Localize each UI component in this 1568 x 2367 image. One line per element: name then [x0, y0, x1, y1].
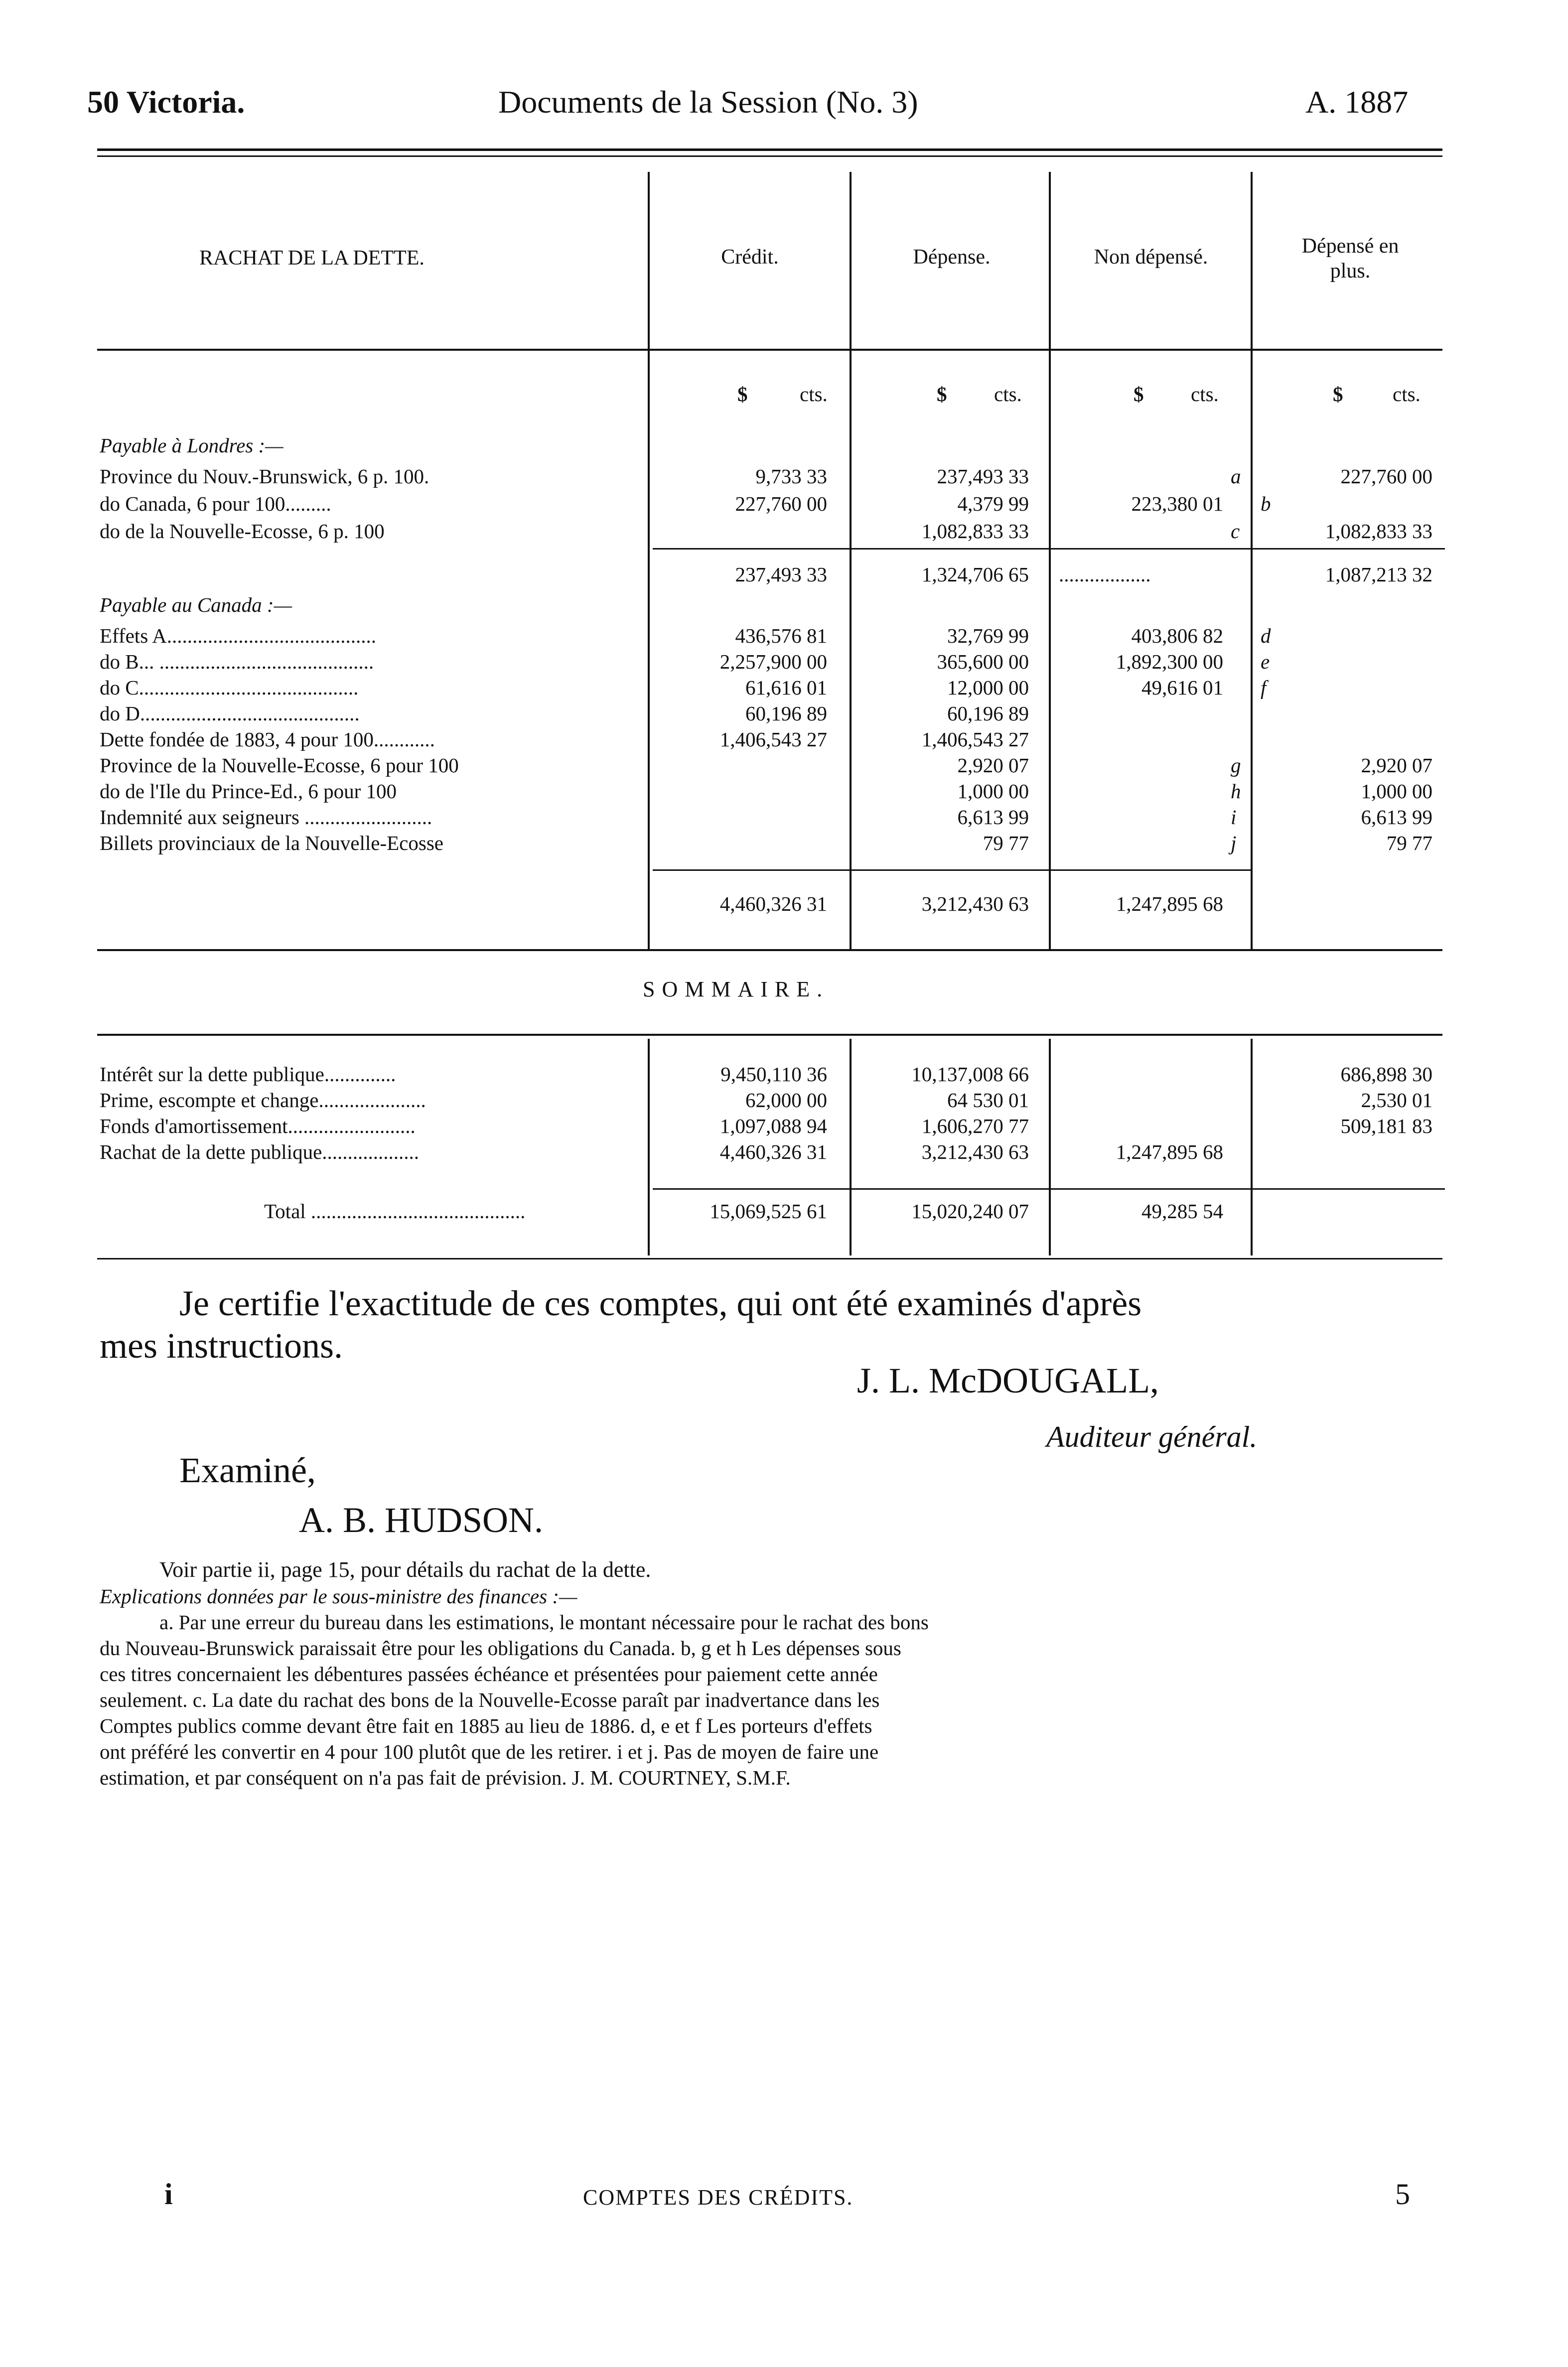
unit-dollar-plus: $: [1333, 383, 1343, 406]
sommaire-row-plus: 2,530 01: [1361, 1089, 1432, 1112]
row-depense: 32,769 99: [947, 624, 1029, 647]
header-right: A. 1887: [1305, 84, 1409, 120]
row-label: do B... ..........................................: [100, 650, 374, 673]
sommaire-row-label: Rachat de la dette publique...................: [100, 1140, 420, 1163]
row-credit: 2,257,900 00: [719, 650, 827, 673]
sommaire-row-plus: 686,898 30: [1340, 1063, 1432, 1086]
table-end-rule: [97, 949, 1442, 951]
certification-line-2: mes instructions.: [100, 1326, 343, 1366]
footer-left: i: [164, 2178, 173, 2211]
unit-dollar-depense: $: [937, 383, 947, 406]
examiner-name: A. B. HUDSON.: [299, 1500, 544, 1540]
row-plus: 227,760 00: [1340, 465, 1432, 488]
grand-total-non: 1,247,895 68: [1116, 892, 1223, 915]
sommaire-row-credit: 1,097,088 94: [719, 1114, 827, 1137]
col-divider-2: [850, 172, 852, 949]
sommaire-bottom-rule: [97, 1258, 1442, 1259]
row-note-letter: h: [1231, 780, 1241, 803]
footer-right: 5: [1395, 2178, 1410, 2211]
row-depense: 12,000 00: [947, 676, 1029, 699]
londres-total-credit: 237,493 33: [735, 563, 827, 586]
row-depense: 1,082,833 33: [921, 520, 1029, 543]
row-label: Billets provinciaux de la Nouvelle-Ecosse: [100, 832, 443, 854]
sommaire-row-label: Fonds d'amortissement.........................: [100, 1114, 416, 1137]
col-divider-3: [1049, 172, 1051, 949]
row-plus-note-letter: b: [1261, 492, 1271, 515]
note-line: Comptes publics comme devant être fait en 1885 au lieu de 1886. d, e et f Les porteurs d'effets: [100, 1714, 872, 1737]
unit-cts-depense: cts.: [994, 383, 1022, 406]
row-label: Effets A.........................................: [100, 624, 377, 647]
row-label: do Canada, 6 pour 100.........: [100, 492, 331, 515]
note-line: estimation, et par conséquent on n'a pas fait de prévision. J. M. COURTNEY, S.M.F.: [100, 1766, 791, 1789]
section-londres: Payable à Londres :—: [100, 434, 284, 457]
row-depense: 365,600 00: [937, 650, 1029, 673]
sommaire-total-depense: 15,020,240 07: [911, 1200, 1029, 1223]
sommaire-col-divider-2: [850, 1039, 852, 1255]
sommaire-row-depense: 1,606,270 77: [921, 1114, 1029, 1137]
sommaire-total-label: Total ..........................................: [264, 1200, 526, 1223]
row-depense: 1,000 00: [957, 780, 1029, 803]
unit-cts-plus: cts.: [1393, 383, 1421, 406]
note-line: ces titres concernaient les débentures passées échéance et présentées pour paiement cette année: [100, 1663, 878, 1685]
examine-label: Examiné,: [179, 1450, 316, 1490]
sommaire-total-non: 49,285 54: [1141, 1200, 1223, 1223]
section-canada: Payable au Canada :—: [100, 593, 292, 616]
row-note-letter: i: [1231, 806, 1237, 829]
unit-cts-credit: cts.: [800, 383, 828, 406]
sommaire-row-credit: 62,000 00: [745, 1089, 827, 1112]
unit-cts-non: cts.: [1191, 383, 1219, 406]
row-label: do D...........................................: [100, 702, 360, 725]
row-label: do de la Nouvelle-Ecosse, 6 p. 100: [100, 520, 385, 543]
sommaire-row-non-depense: 1,247,895 68: [1116, 1140, 1223, 1163]
row-note-letter: g: [1231, 754, 1241, 777]
unit-dollar-credit: $: [737, 383, 748, 406]
sommaire-title: SOMMAIRE.: [643, 977, 830, 1001]
unit-dollar-non: $: [1134, 383, 1144, 406]
row-depense: 237,493 33: [937, 465, 1029, 488]
row-credit: 9,733 33: [755, 465, 827, 488]
sommaire-row-plus: 509,181 83: [1340, 1114, 1432, 1137]
auditor-signature: J. L. McDOUGALL,: [857, 1361, 1159, 1400]
row-plus: 6,613 99: [1361, 806, 1432, 829]
sommaire-row-label: Prime, escompte et change.....................: [100, 1089, 426, 1112]
footer-center: COMPTES DES CRÉDITS.: [583, 2185, 854, 2210]
note-explications: Explications données par le sous-ministre des finances :—: [100, 1585, 577, 1608]
grand-sum-rule: [653, 869, 1251, 871]
header-rule-top: [97, 148, 1442, 151]
sommaire-row-label: Intérêt sur la dette publique..............: [100, 1063, 396, 1086]
row-depense: 4,379 99: [957, 492, 1029, 515]
row-credit: 227,760 00: [735, 492, 827, 515]
grand-total-credit: 4,460,326 31: [719, 892, 827, 915]
londres-total-depense: 1,324,706 65: [921, 563, 1029, 586]
row-plus-note-letter: d: [1261, 624, 1271, 647]
row-depense: 6,613 99: [957, 806, 1029, 829]
note-line: seulement. c. La date du rachat des bons de la Nouvelle-Ecosse paraît par inadvertance dans les: [100, 1688, 880, 1711]
londres-sum-rule: [653, 548, 1445, 550]
sommaire-row-depense: 10,137,008 66: [911, 1063, 1029, 1086]
row-non-depense: 403,806 82: [1131, 624, 1223, 647]
col-header-depense: Dépense.: [913, 246, 991, 269]
sommaire-row-depense: 64 530 01: [947, 1089, 1029, 1112]
row-credit: 60,196 89: [745, 702, 827, 725]
sommaire-sum-rule: [653, 1188, 1445, 1190]
grand-total-depense: 3,212,430 63: [921, 892, 1029, 915]
table-header-rule: [97, 349, 1442, 351]
col-header-non-depense: Non dépensé.: [1094, 246, 1208, 269]
col-divider-1: [648, 172, 650, 949]
sommaire-row-depense: 3,212,430 63: [921, 1140, 1029, 1163]
row-non-depense: 223,380 01: [1131, 492, 1223, 515]
header-center: Documents de la Session (No. 3): [498, 84, 918, 120]
row-plus-note-letter: f: [1261, 676, 1267, 699]
row-label: do C...........................................: [100, 676, 359, 699]
sommaire-top-rule: [97, 1034, 1442, 1036]
row-note-letter: a: [1231, 465, 1241, 488]
row-plus: 1,000 00: [1361, 780, 1432, 803]
sommaire-row-credit: 4,460,326 31: [719, 1140, 827, 1163]
londres-total-plus: 1,087,213 32: [1325, 563, 1432, 586]
note-voir: Voir partie ii, page 15, pour détails du rachat de la dette.: [159, 1557, 651, 1582]
row-plus: 2,920 07: [1361, 754, 1432, 777]
sommaire-total-credit: 15,069,525 61: [710, 1200, 827, 1223]
row-credit: 1,406,543 27: [719, 728, 827, 751]
row-credit: 61,616 01: [745, 676, 827, 699]
row-label: Dette fondée de 1883, 4 pour 100............: [100, 728, 435, 751]
col-header-plus-2: plus.: [1330, 260, 1371, 282]
col-divider-4: [1251, 172, 1253, 949]
row-plus: 79 77: [1386, 832, 1432, 854]
header-rule-bottom: [97, 155, 1442, 157]
table-title: RACHAT DE LA DETTE.: [199, 247, 425, 270]
sommaire-col-divider-4: [1251, 1039, 1253, 1255]
row-label: Indemnité aux seigneurs .........................: [100, 806, 432, 829]
row-depense: 1,406,543 27: [921, 728, 1029, 751]
londres-total-non-dots: ..................: [1059, 563, 1151, 586]
row-plus: 1,082,833 33: [1325, 520, 1432, 543]
note-line: ont préféré les convertir en 4 pour 100 plutôt que de les retirer. i et j. Pas de moyen de faire une: [100, 1740, 879, 1763]
row-note-letter: c: [1231, 520, 1240, 543]
row-plus-note-letter: e: [1261, 650, 1270, 673]
sommaire-col-divider-1: [648, 1039, 650, 1255]
auditor-title: Auditeur général.: [1046, 1420, 1258, 1453]
col-header-credit: Crédit.: [721, 246, 779, 269]
note-line: a. Par une erreur du bureau dans les estimations, le montant nécessaire pour le rachat des bons: [159, 1611, 929, 1634]
row-note-letter: j: [1231, 832, 1237, 854]
row-label: do de l'Ile du Prince-Ed., 6 pour 100: [100, 780, 397, 803]
certification-line-1: Je certifie l'exactitude de ces comptes, qui ont été examinés d'après: [179, 1283, 1142, 1323]
header-left: 50 Victoria.: [87, 84, 245, 120]
row-non-depense: 49,616 01: [1141, 676, 1223, 699]
row-depense: 79 77: [983, 832, 1029, 854]
row-label: Province de la Nouvelle-Ecosse, 6 pour 100: [100, 754, 459, 777]
sommaire-row-credit: 9,450,110 36: [720, 1063, 827, 1086]
sommaire-col-divider-3: [1049, 1039, 1051, 1255]
row-depense: 60,196 89: [947, 702, 1029, 725]
note-line: du Nouveau-Brunswick paraissait être pour les obligations du Canada. b, g et h Les dépenses sous: [100, 1637, 901, 1660]
row-depense: 2,920 07: [957, 754, 1029, 777]
row-non-depense: 1,892,300 00: [1116, 650, 1223, 673]
col-header-plus-1: Dépensé en: [1301, 235, 1399, 258]
row-label: Province du Nouv.-Brunswick, 6 p. 100.: [100, 465, 429, 488]
row-credit: 436,576 81: [735, 624, 827, 647]
